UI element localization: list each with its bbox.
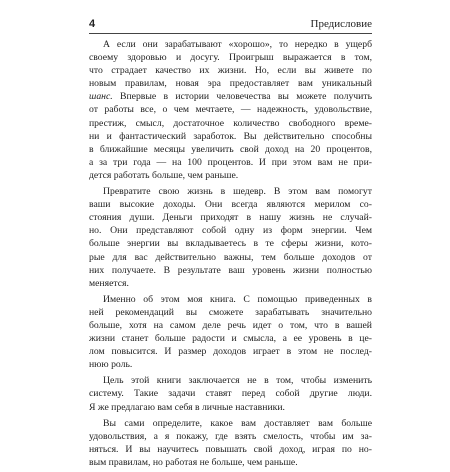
- text-line: новым правилам, новая эра предоставляет вам уникальный: [89, 78, 372, 90]
- text-line: больше энергии вы вкладываетесь в те сферы жизни, кото-: [89, 238, 372, 250]
- text-line: больше, хотя на самом деле речь идет о том, что в вашей: [89, 319, 372, 331]
- text-line: Превратите свою жизнь в шедевр. В этом вам помогут: [103, 186, 372, 198]
- text-line: меняется.: [89, 277, 129, 289]
- page-body: [89, 38, 372, 472]
- text-line: но. Они представляют собой одну из форм энергии. Чем: [89, 225, 372, 237]
- text-line: от работы все, о чем мечтаете, — надежность, удовольствие,: [89, 104, 372, 116]
- text-line: ваши высокие доходы. Они всегда являются мерилом со-: [89, 199, 372, 211]
- text-line: престиж, смысл, достаточное количество свободного време-: [89, 117, 372, 129]
- page-number: 4: [89, 18, 96, 30]
- emphasis-word: шанс.: [89, 91, 113, 103]
- text-line: своему здоровью и досугу. Проигрыш выражается в том,: [89, 52, 372, 64]
- text-line: а за три года — на 100 процентов. И при этом вам не при-: [89, 156, 372, 168]
- text-line: систему. Такие задачи ставят перед собой другие люди.: [89, 388, 372, 400]
- text-line: нюю роль.: [89, 359, 133, 371]
- text-line: няться. И вы научитесь повышать свой доход, играя по но-: [89, 443, 372, 455]
- text-line: ни и фантастический заработок. Вы действительно способны: [89, 130, 372, 142]
- text-line: удовольствия, а я покажу, где взять смелость, чтобы им за-: [89, 430, 372, 442]
- paragraph-1: [89, 38, 372, 182]
- text-line: в ближайшие месяцы увеличить свой доход на 20 процентов,: [89, 143, 372, 155]
- paragraph-3: [89, 293, 372, 372]
- text-line: что страдает качество их жизни. Но, если вы живете по: [89, 65, 372, 77]
- text-line: жизни станет больше радости и смысла, а ее уровень в це-: [89, 333, 372, 345]
- text-line: дется работать больше, чем раньше.: [89, 169, 239, 181]
- running-title: Предисловие: [310, 18, 372, 30]
- header-divider: [89, 33, 372, 34]
- text-line: вым правилам, но работая не больше, чем раньше.: [89, 456, 298, 468]
- text-line: лом повысится. И размер доходов играет в этом не послед-: [89, 346, 372, 358]
- text-line: рые для вас действительно важны, тем больше доходов от: [89, 251, 372, 263]
- text-line: Вы сами определите, какое вам доставляет вам больше: [103, 417, 372, 429]
- text-line: Именно об этом моя книга. С помощью приведенных в: [103, 293, 372, 305]
- text-line: стояния души. Деньги приходят в нашу жизнь не случай-: [89, 212, 372, 224]
- paragraph-2: [89, 185, 372, 290]
- paragraph-5: [89, 417, 372, 469]
- paragraph-4: [89, 374, 372, 413]
- text-line: ней рекомендаций вы сможете зарабатывать значительно: [89, 306, 372, 318]
- text-line: А если они зарабатывают «хорошо», то нередко в ущерб: [103, 39, 372, 50]
- text-line: них получаете. В результате ваш уровень жизни полностью: [89, 264, 372, 276]
- text-line: шанс. Впервые в истории человечества вы можете получить: [89, 91, 372, 103]
- page-header: [89, 17, 372, 33]
- text-line: Я же предлагаю вам себя в личные наставники.: [89, 401, 285, 413]
- text-line: Цель этой книги заключается не в том, чтобы изменить: [103, 375, 372, 387]
